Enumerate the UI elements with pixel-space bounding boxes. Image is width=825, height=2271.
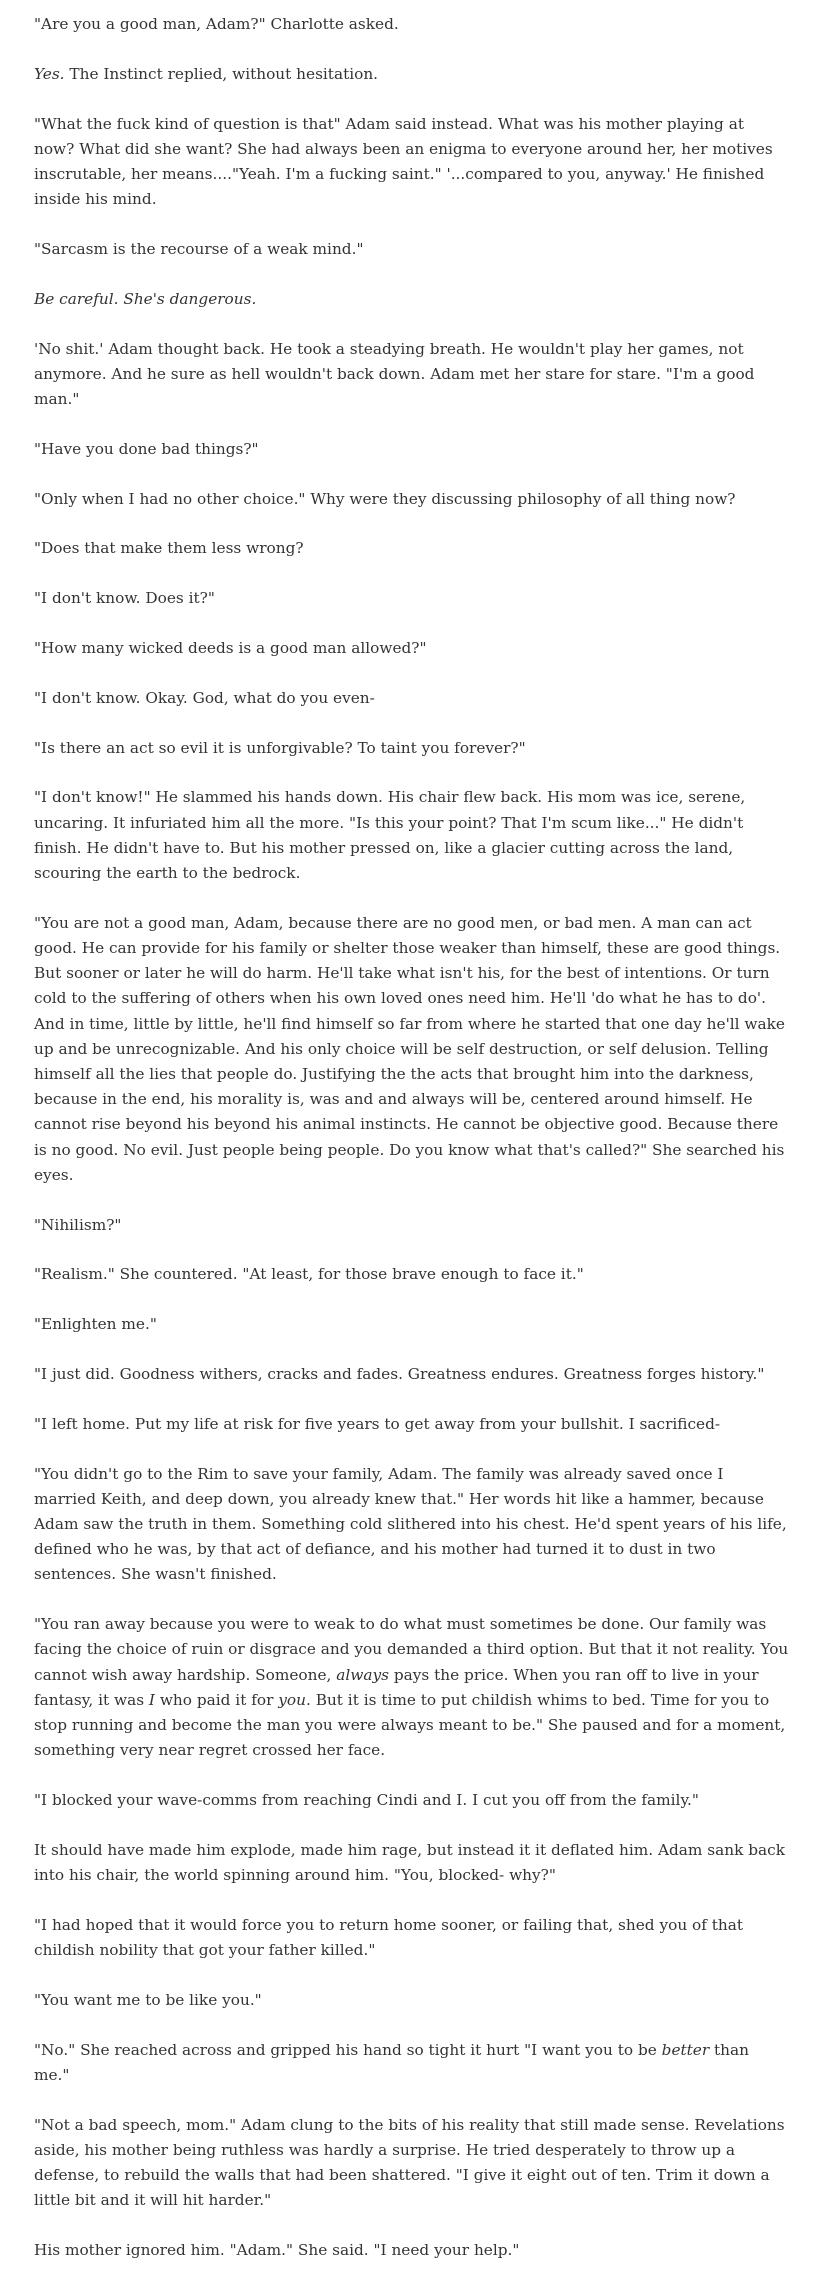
text-run: "Nihilism?"	[34, 1215, 122, 1234]
text-run: "Realism." She countered. "At least, for those brave enough to face it."	[34, 1265, 584, 1284]
story-paragraph	[34, 686, 789, 711]
story-paragraph	[34, 586, 789, 611]
italic-text: Yes.	[34, 64, 65, 83]
text-run: 'No shit.' Adam thought back. He took a steadying breath. He wouldn't play her games, not anymore. And he sure as hell wouldn't back down. Adam met her stare for stare. "I'm a good man."	[34, 339, 755, 408]
story-paragraph	[34, 1462, 789, 1588]
story-paragraph	[34, 1312, 789, 1337]
story-paragraph	[34, 1788, 789, 1813]
story-paragraph	[34, 736, 789, 761]
story-paragraph	[34, 1913, 789, 1963]
italic-text: better	[661, 2040, 710, 2059]
story-paragraph	[34, 112, 789, 213]
text-run: "Are you a good man, Adam?" Charlotte asked.	[34, 15, 399, 33]
italic-text: always	[336, 1665, 389, 1684]
story-paragraph	[34, 1213, 789, 1238]
story-paragraph	[34, 237, 789, 262]
story-paragraph	[34, 785, 789, 886]
text-run: "I just did. Goodness withers, cracks and fades. Greatness endures. Greatness forges history."	[34, 1365, 765, 1383]
text-run: "I had hoped that it would force you to return home sooner, or failing that, shed you of that childish nobility that got your father killed."	[34, 1915, 744, 1960]
text-run: "I blocked your wave-comms from reaching Cindi and I. I cut you off from the family."	[34, 1791, 699, 1810]
story-paragraph	[34, 1412, 789, 1437]
story-paragraph	[34, 636, 789, 661]
text-run: "Enlighten me."	[34, 1315, 157, 1334]
text-run: "You want me to be like you."	[34, 1990, 262, 2009]
story-paragraph	[34, 1988, 789, 2013]
story-paragraph	[34, 1612, 789, 1763]
story-paragraph	[34, 911, 789, 1188]
story-paragraph	[34, 2238, 789, 2263]
text-run: "Sarcasm is the recourse of a weak mind."	[34, 240, 364, 258]
text-run: "Not a bad speech, mom." Adam clung to the bits of his reality that still made sense. Revelations aside, his mother being ruthless was hardly a surprise. He tried desperately to throw up a defense, to rebuild the walls that had been shattered. "I give it eight out of ten. Trim it down a little bit and it will hit harder."	[34, 2115, 785, 2210]
text-run: "I left home. Put my life at risk for five years to get away from your bullshit. I sacrificed-	[34, 1414, 721, 1433]
text-run: pays the price. When you ran off to live in your fantasy, it was	[34, 1665, 759, 1709]
text-run: "Only when I had no other choice." Why were they discussing philosophy of all thing now?	[34, 489, 736, 508]
story-paragraph	[34, 1262, 789, 1287]
text-run: "I don't know. Does it?"	[34, 589, 215, 608]
story-paragraph	[34, 62, 789, 87]
text-run: "You didn't go to the Rim to save your family, Adam. The family was already saved once I married Keith, and deep down, you already knew that." Her words hit like a hammer, because Adam saw the truth in them. Something cold slithered into his chest. He'd spent years of his life, defined who he was, by that act of defiance, and his mother had turned it to dust in two sentences. She wasn't finished.	[34, 1464, 787, 1584]
story-paragraph	[34, 12, 789, 37]
story-paragraph	[34, 2113, 789, 2214]
text-run: It should have made him explode, made him rage, but instead it it deflated him. Adam sank back into his chair, the world spinning around him. "You, blocked- why?"	[34, 1840, 785, 1885]
text-run: His mother ignored him. "Adam." She said. "I need your help."	[34, 2241, 520, 2260]
text-run: "No." She reached across and gripped his hand so tight it hurt "I want you to be	[34, 2040, 662, 2059]
text-run: "You ran away because you were to weak to do what must sometimes be done. Our family was facing the choice of ruin or disgrace and you demanded a third option. But that it not reality. You cannot wish away hardship. Someone,	[34, 1615, 789, 1684]
story-paragraph	[34, 536, 789, 561]
story-paragraph	[34, 2038, 789, 2088]
text-run: "Does that make them less wrong?	[34, 539, 304, 558]
italic-text: I	[148, 1690, 155, 1709]
story-paragraph	[34, 487, 789, 512]
story-paragraph	[34, 287, 789, 312]
text-run: who paid it for	[154, 1690, 279, 1709]
italic-text: you	[278, 1690, 306, 1709]
text-run: "What the fuck kind of question is that" Adam said instead. What was his mother playing at now? What did she want? She had always been an enigma to everyone around her, her motives inscrutable, her means...."Yeah. I'm a fucking saint." '...compared to you, anyway.' He finished inside his mind.	[34, 114, 773, 209]
text-run: "How many wicked deeds is a good man allowed?"	[34, 638, 427, 657]
text-run: "Is there an act so evil it is unforgivable? To taint you forever?"	[34, 738, 526, 757]
text-run: The Instinct replied, without hesitation.	[64, 64, 379, 83]
story-paragraph	[34, 1838, 789, 1888]
story-paragraph	[34, 1362, 789, 1387]
text-run: . But it is time to put childish whims to bed. Time for you to stop running and become the man you were always meant to be." She paused and for a moment, something very near regret crossed her face.	[34, 1690, 786, 1760]
text-run: "I don't know. Okay. God, what do you even-	[34, 688, 375, 707]
text-run: than me."	[34, 2040, 750, 2084]
text-run: "You are not a good man, Adam, because there are no good men, or bad men. A man can act good. He can provide for his family or shelter those weaker than himself, these are good things. But sooner or later he will do harm. He'll take what isn't his, for the best of intentions. Or turn cold to the suffering of others when his own loved ones need him. He'll 'do what he has to do'. And in time, little by little, he'll find himself so far from where he started that one day he'll wake up and be unrecognizable. And his only choice will be self destruction, or self delusion. Telling himself all the lies that people do. Justifying the the acts that brought him into the darkness, because in the end, his morality is, was and and always will be, centered around himself. He cannot rise beyond his beyond his animal instincts. He cannot be objective good. Because there is no good. No evil. Just people being people. Do you know what that's called?" She searched his eyes.	[34, 913, 785, 1184]
italic-text: Be careful. She's dangerous.	[34, 289, 257, 308]
story-paragraph	[34, 337, 789, 413]
text-run: "I don't know!" He slammed his hands down. His chair flew back. His mom was ice, serene, uncaring. It infuriated him all the more. "Is this your point? That I'm scum like..." He didn't finish. He didn't have to. But his mother pressed on, like a glacier cutting across the land, scouring the earth to the bedrock.	[34, 788, 746, 882]
story-paragraph	[34, 437, 789, 462]
story-text	[34, 12, 789, 2263]
text-run: "Have you done bad things?"	[34, 439, 259, 458]
